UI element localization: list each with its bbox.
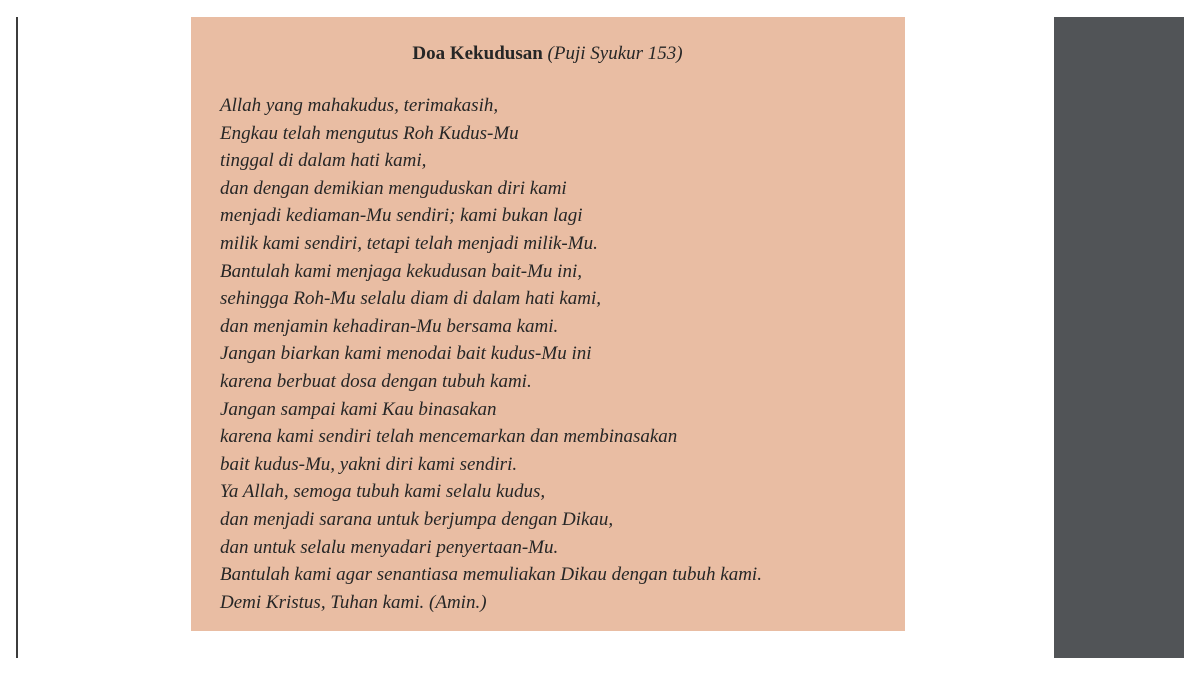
prayer-line: karena berbuat dosa dengan tubuh kami. — [220, 370, 532, 392]
side-panel — [1054, 17, 1184, 658]
prayer-line: Jangan biarkan kami menodai bait kudus-Mu ini — [220, 343, 592, 365]
prayer-line: Allah yang mahakudus, terimakasih, — [220, 95, 499, 116]
prayer-title-main: Doa Kekudusan — [412, 43, 543, 64]
prayer-line: dan menjadi sarana untuk berjumpa dengan Dikau, — [220, 508, 614, 530]
prayer-line: bait kudus-Mu, yakni diri kami sendiri. — [220, 453, 518, 475]
prayer-line: Bantulah kami agar senantiasa memuliakan Dikau dengan tubuh kami. — [220, 564, 762, 586]
prayer-line: Jangan sampai kami Kau binasakan — [220, 398, 497, 420]
prayer-line: tinggal di dalam hati kami, — [220, 150, 427, 172]
prayer-line: Engkau telah mengutus Roh Kudus-Mu — [220, 122, 519, 144]
prayer-line: dan menjamin kehadiran-Mu bersama kami. — [220, 315, 559, 337]
page-left-border — [16, 17, 18, 658]
prayer-line: dan untuk selalu menyadari penyertaan-Mu. — [220, 536, 559, 558]
prayer-box — [191, 17, 905, 631]
prayer-title — [220, 41, 885, 67]
prayer-line: karena kami sendiri telah mencemarkan dan membinasakan — [220, 426, 678, 448]
prayer-line: Bantulah kami menjaga kekudusan bait-Mu ini, — [220, 260, 582, 282]
prayer-line: Ya Allah, semoga tubuh kami selalu kudus, — [220, 481, 546, 503]
prayer-line: dan dengan demikian menguduskan diri kami — [220, 177, 567, 199]
prayer-title-reference: (Puji Syukur 153) — [547, 43, 683, 64]
prayer-line: sehingga Roh-Mu selalu diam di dalam hati kami, — [220, 288, 602, 310]
prayer-text — [220, 92, 885, 616]
prayer-line: milik kami sendiri, tetapi telah menjadi milik-Mu. — [220, 232, 598, 254]
prayer-line: menjadi kediaman-Mu sendiri; kami bukan lagi — [220, 205, 583, 227]
prayer-line: Demi Kristus, Tuhan kami. (Amin.) — [220, 591, 487, 613]
